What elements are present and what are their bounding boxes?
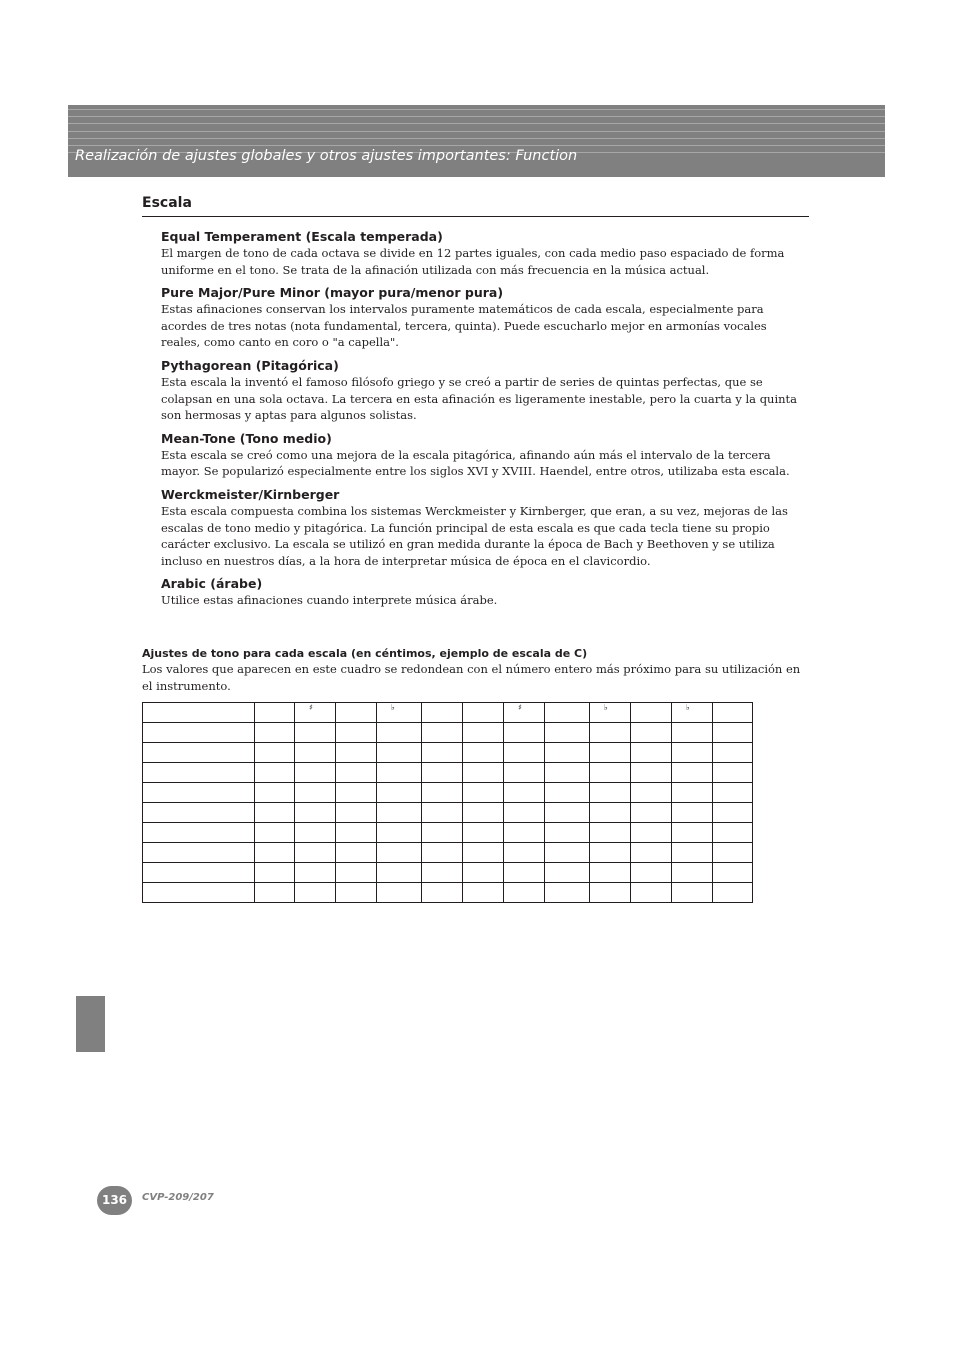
table-cell <box>672 883 713 903</box>
table-cell <box>504 743 545 763</box>
table-header-cell <box>295 703 336 723</box>
table-cell <box>463 743 504 763</box>
scale-tuning-table <box>142 702 753 903</box>
table-cell <box>672 783 713 803</box>
table-cell <box>377 723 422 743</box>
table-cell <box>631 743 672 763</box>
table-cell <box>504 803 545 823</box>
table-cell <box>713 743 753 763</box>
table-cell <box>422 803 463 823</box>
table-caption-title: Ajustes de tono para cada escala (en céntimos, ejemplo de escala de C) <box>142 647 588 660</box>
entry-heading: Equal Temperament (Escala temperada) <box>161 229 443 244</box>
table-cell <box>336 743 377 763</box>
table-row <box>143 763 753 783</box>
table-header-cell <box>590 703 631 723</box>
table-cell <box>463 823 504 843</box>
table-cell <box>377 823 422 843</box>
table-cell <box>422 863 463 883</box>
table-cell <box>422 823 463 843</box>
table-cell <box>590 783 631 803</box>
table-cell <box>545 803 590 823</box>
entry-werckmeister <box>161 486 809 569</box>
table-cell <box>422 883 463 903</box>
table-cell <box>590 823 631 843</box>
table-cell <box>295 803 336 823</box>
table-cell <box>295 883 336 903</box>
table-cell <box>672 863 713 883</box>
entry-body: El margen de tono de cada octava se divide en 12 partes iguales, con cada medio paso espaciado de forma uniforme en el tono. Se trata de la afinación utilizada con más frecuencia en la música actual. <box>161 246 785 277</box>
table-header-cell <box>463 703 504 723</box>
table-cell <box>336 843 377 863</box>
table-cell <box>143 823 255 843</box>
table-cell <box>463 723 504 743</box>
table-cell <box>463 783 504 803</box>
table-header-cell <box>545 703 590 723</box>
sharp-symbol: ♯ <box>518 703 522 712</box>
table-cell <box>336 863 377 883</box>
table-cell <box>545 863 590 883</box>
table-caption <box>142 646 809 694</box>
entry-heading: Werckmeister/Kirnberger <box>161 486 340 502</box>
table-header-cell <box>631 703 672 723</box>
table-header-cell <box>672 703 713 723</box>
table-cell <box>713 763 753 783</box>
table-row <box>143 823 753 843</box>
table-cell <box>463 803 504 823</box>
entry-equal-temperament <box>161 228 809 278</box>
table-cell <box>295 843 336 863</box>
table-cell <box>255 843 295 863</box>
table-header-cell <box>504 703 545 723</box>
table-header-cell <box>143 703 255 723</box>
table-cell <box>504 863 545 883</box>
table-cell <box>504 883 545 903</box>
page-number-badge: 136 <box>97 1186 132 1215</box>
table-cell <box>713 863 753 883</box>
table-cell <box>143 883 255 903</box>
table-cell <box>143 803 255 823</box>
table-cell <box>631 823 672 843</box>
scale-descriptions <box>161 228 809 615</box>
table-header-cell <box>336 703 377 723</box>
entry-arabic <box>161 575 809 609</box>
table-cell <box>377 763 422 783</box>
table-cell <box>377 803 422 823</box>
table-cell <box>672 723 713 743</box>
table-row <box>143 843 753 863</box>
sharp-symbol: ♯ <box>309 703 313 712</box>
table-cell <box>590 723 631 743</box>
table-cell <box>631 883 672 903</box>
table-cell <box>504 783 545 803</box>
model-name: CVP-209/207 <box>142 1192 214 1203</box>
table-cell <box>590 763 631 783</box>
table-cell <box>422 763 463 783</box>
table-cell <box>336 783 377 803</box>
table-cell <box>295 763 336 783</box>
entry-heading: Pythagorean (Pitagórica) <box>161 357 339 373</box>
table-cell <box>295 743 336 763</box>
entry-heading: Pure Major/Pure Minor (mayor pura/menor pura) <box>161 285 504 301</box>
entry-heading: Mean-Tone (Tono medio) <box>161 430 332 446</box>
table-cell <box>143 843 255 863</box>
table-cell <box>295 823 336 843</box>
table-cell <box>713 883 753 903</box>
table-cell <box>713 783 753 803</box>
table-cell <box>504 763 545 783</box>
table-cell <box>504 723 545 743</box>
table-cell <box>672 743 713 763</box>
table-cell <box>504 843 545 863</box>
table-header-cell <box>713 703 753 723</box>
section-divider <box>142 216 809 217</box>
table-cell <box>504 823 545 843</box>
entry-body: Esta escala la inventó el famoso filósofo griego y se creó a partir de series de quintas perfectas, que se colapsan en una sola octava. La tercera en esta afinación es ligeramente inestable, pero la cuarta y la quinta son hermosas y aptas para algunos solistas. <box>161 374 798 423</box>
table-cell <box>672 803 713 823</box>
table-cell <box>336 883 377 903</box>
table-cell <box>631 783 672 803</box>
table-header-cell <box>255 703 295 723</box>
entry-mean-tone <box>161 430 809 480</box>
table-header-cell <box>422 703 463 723</box>
entry-body: Esta escala se creó como una mejora de la escala pitagórica, afinando aún más el intervalo de la tercera mayor. Se popularizó especialmente entre los siglos XVI y XVIII. Haendel, entre otros, utilizaba esta escala. <box>161 447 790 479</box>
table-cell <box>255 763 295 783</box>
table-cell <box>545 883 590 903</box>
table-cell <box>545 843 590 863</box>
table-cell <box>422 723 463 743</box>
table-cell <box>143 863 255 883</box>
table-cell <box>255 723 295 743</box>
table-cell <box>377 743 422 763</box>
entry-body: Esta escala compuesta combina los sistemas Werckmeister y Kirnberger, que eran, a su vez, mejoras de las escalas de tono medio y pitagórica. La función principal de esta escala es que cada tecla tiene su propio carácter exclusivo. La escala se utilizó en gran medida durante la época de Bach y Beethoven y se utiliza incluso en nuestros días, a la hora de interpretar música de época en el clavicordio. <box>161 503 788 568</box>
table-cell <box>336 763 377 783</box>
table-cell <box>295 723 336 743</box>
table-cell <box>422 743 463 763</box>
table-cell <box>336 803 377 823</box>
table-cell <box>672 763 713 783</box>
table-cell <box>631 803 672 823</box>
section-title: Escala <box>142 195 192 211</box>
table-cell <box>255 883 295 903</box>
table-cell <box>143 743 255 763</box>
table-cell <box>255 823 295 843</box>
table-cell <box>336 823 377 843</box>
table-cell <box>377 843 422 863</box>
table-cell <box>295 863 336 883</box>
table-row <box>143 863 753 883</box>
table-cell <box>545 763 590 783</box>
table-cell <box>377 783 422 803</box>
table-header-row <box>143 703 753 723</box>
table-cell <box>422 783 463 803</box>
table-cell <box>631 863 672 883</box>
table-cell <box>463 883 504 903</box>
table-cell <box>631 843 672 863</box>
table-cell <box>463 763 504 783</box>
table-cell <box>463 863 504 883</box>
table-cell <box>143 783 255 803</box>
table-cell <box>713 823 753 843</box>
table-cell <box>255 783 295 803</box>
table-cell <box>545 743 590 763</box>
entry-body: Estas afinaciones conservan los intervalos puramente matemáticos de cada escala, especialmente para acordes de tres notas (nota fundamental, tercera, quinta). Puede escucharlo mejor en armonías vocales reales, como canto en coro o "a capella". <box>161 302 767 350</box>
table-cell <box>295 783 336 803</box>
entry-body: Utilice estas afinaciones cuando interprete música árabe. <box>161 593 498 608</box>
table-cell <box>713 843 753 863</box>
table-caption-body: Los valores que aparecen en este cuadro se redondean con el número entero más próximo para su utilización en el instrumento. <box>142 662 801 693</box>
table-cell <box>590 743 631 763</box>
table-cell <box>672 823 713 843</box>
table-cell <box>631 723 672 743</box>
flat-symbol: ♭ <box>604 703 608 712</box>
table-cell <box>255 863 295 883</box>
table-row <box>143 803 753 823</box>
table-row <box>143 883 753 903</box>
table-cell <box>255 743 295 763</box>
table-row <box>143 783 753 803</box>
table-cell <box>590 883 631 903</box>
header-banner <box>68 105 885 177</box>
table-cell <box>672 843 713 863</box>
table-cell <box>545 723 590 743</box>
table-cell <box>463 843 504 863</box>
table-cell <box>590 803 631 823</box>
entry-pythagorean <box>161 357 809 424</box>
table-cell <box>545 783 590 803</box>
table-cell <box>255 803 295 823</box>
table-cell <box>377 883 422 903</box>
table-row <box>143 743 753 763</box>
table-cell <box>631 763 672 783</box>
table-cell <box>422 843 463 863</box>
chapter-thumb-tab <box>76 996 105 1052</box>
table-cell <box>713 803 753 823</box>
table-cell <box>143 763 255 783</box>
flat-symbol: ♭ <box>686 703 690 712</box>
table-cell <box>590 843 631 863</box>
table-cell <box>590 863 631 883</box>
table-cell <box>377 863 422 883</box>
table-cell <box>143 723 255 743</box>
table-cell <box>545 823 590 843</box>
table-cell <box>713 723 753 743</box>
page-header-title: Realización de ajustes globales y otros ajustes importantes: Function <box>75 148 578 164</box>
entry-heading: Arabic (árabe) <box>161 576 263 592</box>
entry-pure-major-minor <box>161 284 809 351</box>
table-cell <box>336 723 377 743</box>
table-header-cell <box>377 703 422 723</box>
table-row <box>143 723 753 743</box>
flat-symbol: ♭ <box>391 703 395 712</box>
